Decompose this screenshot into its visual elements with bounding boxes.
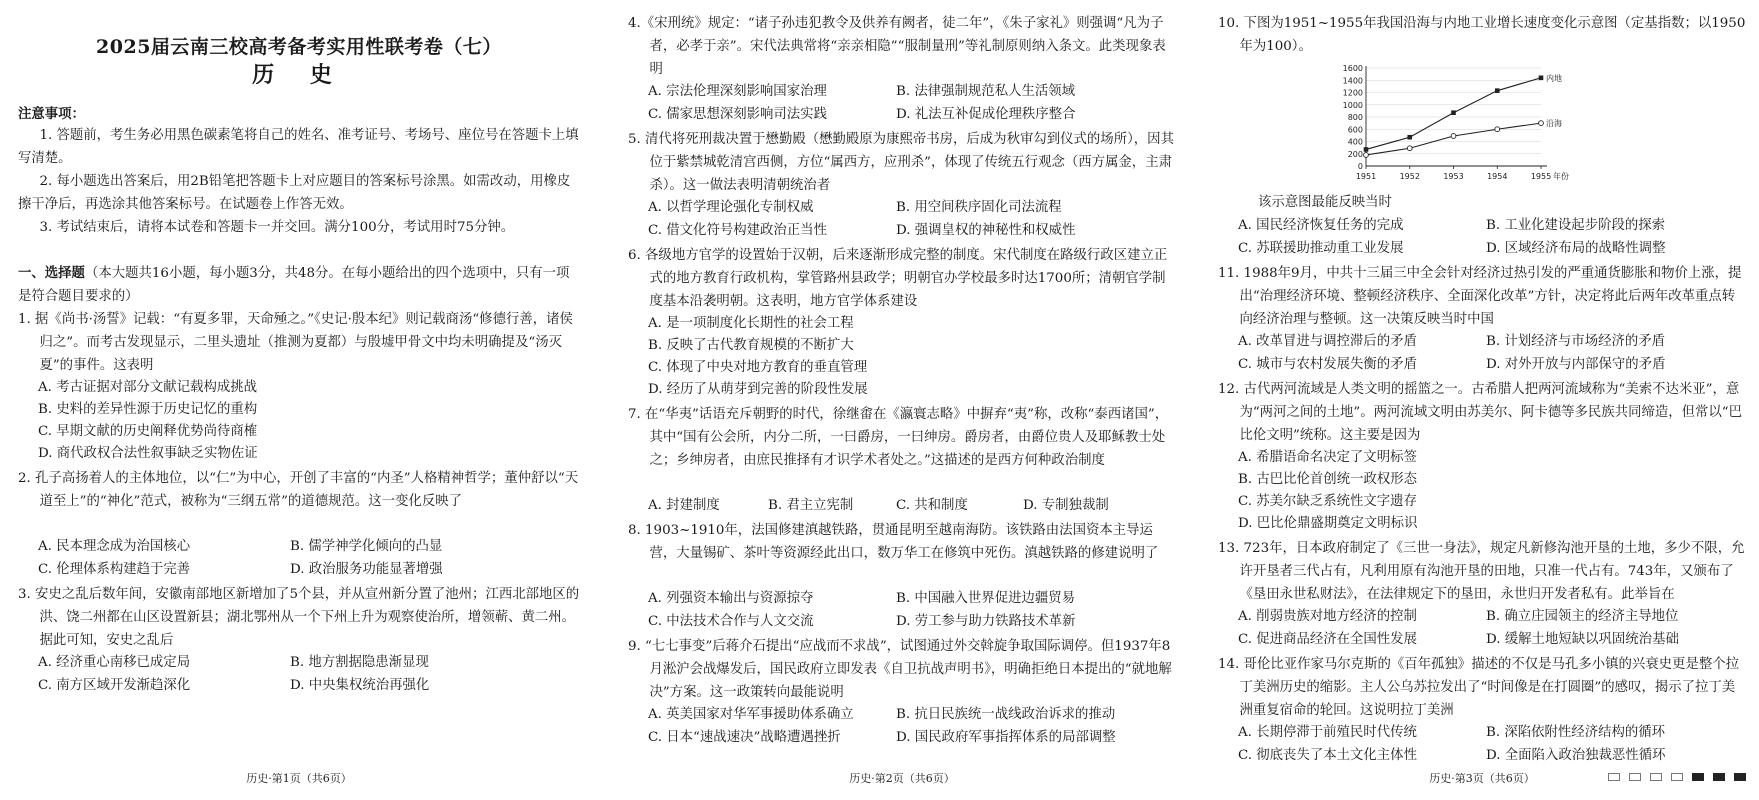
data-point-沿海 <box>1407 146 1412 151</box>
question-2-stem: 2. 孔子高扬着人的主体地位，以“仁”为中心，开创了丰富的“内圣”人格精神哲学；董仲舒以“天道至上”的“神化”范式，被称为“三纲五常”的道德规范。这一变化反映了 <box>18 471 579 509</box>
question-1-option-c[interactable]: C. 早期文献的历史阐释优势尚待商榷 <box>38 424 258 439</box>
section-desc: （本大题共16小题，每小题3分，共48分。在每小题给出的四个选项中，只有一项是符合题目要求的） <box>18 266 570 304</box>
question-8-option-c[interactable]: C. 中法技术合作与人文交流 <box>648 614 814 629</box>
page-1-footer: 历史·第1页（共6页） <box>246 772 352 785</box>
question-3-option-a[interactable]: A. 经济重心南移已成定局 <box>38 655 191 670</box>
question-9-option-d[interactable]: D. 国民政府军事指挥体系的局部调整 <box>896 730 1116 745</box>
scan-marks <box>1608 773 1746 781</box>
question-13-option-b[interactable]: B. 确立庄园领主的经济主导地位 <box>1486 609 1679 624</box>
question-12-option-c[interactable]: C. 苏美尔缺乏系统性文字遗存 <box>1238 494 1417 509</box>
page-3-footer: 历史·第3页（共6页） <box>1429 772 1535 785</box>
exam-page-1 <box>18 0 580 800</box>
y-tick-label: 0 <box>1357 162 1363 171</box>
data-point-内地 <box>1539 76 1544 81</box>
data-point-沿海 <box>1364 153 1369 158</box>
question-14-option-b[interactable]: B. 深陷依附性经济结构的循环 <box>1486 725 1666 740</box>
notice-3: 3. 考试结束后，请将本试卷和答题卡一并交回。满分100分，考试用时75分钟。 <box>39 220 515 235</box>
question-11-option-d[interactable]: D. 对外开放与内部保守的矛盾 <box>1486 357 1666 372</box>
question-9-option-c[interactable]: C. 日本“速战速决”战略遭遇挫折 <box>648 730 841 745</box>
question-14-option-a[interactable]: A. 长期停滞于前殖民时代传统 <box>1238 725 1417 740</box>
question-13-stem: 13. 723年，日本政府制定了《三世一身法》，规定凡新修沟池开垦的土地，多少不限，允许开垦者三代占有，凡利用原有沟池开垦的田地，只准一代占有。743年，又颁布了《垦田永世私财法》，在法律规定下的垦田，永世归开发者私有。此举旨在 <box>1218 541 1745 602</box>
question-9-option-b[interactable]: B. 抗日民族统一战线政治诉求的推动 <box>896 707 1116 722</box>
question-6-option-a[interactable]: A. 是一项制度化长期性的社会工程 <box>648 316 854 331</box>
scan-mark <box>1608 773 1620 781</box>
question-7-stem: 7. 在“华夷”话语充斥朝野的时代，徐继畬在《瀛寰志略》中摒弃“夷”称，改称“泰西诸国”，其中“国有公会所，内分二所，一曰爵房，一曰绅房。爵房者，由爵位贵人及耶稣教士处之；乡绅房者，由庶民推择有才识学术者处之。”这描述的是西方何种政治制度 <box>628 407 1169 468</box>
question-5-option-c[interactable]: C. 借文化符号构建政治正当性 <box>648 223 827 238</box>
question-11-stem: 11. 1988年9月，中共十三届三中全会针对经济过热引发的严重通货膨胀和物价上涨，提出“治理经济环境、整顿经济秩序、全面深化改革”方针，决定将此后两年改革重点转向经济治理与整顿。这一决策反映当时中国 <box>1218 266 1742 327</box>
subject-title: 历 史 <box>252 62 346 88</box>
scan-mark <box>1629 773 1641 781</box>
data-point-内地 <box>1495 88 1500 93</box>
question-3-stem: 3. 安史之乱后数年间，安徽南部地区新增加了5个县，并从宣州新分置了池州；江西北部地区的洪、饶二州都在山区设置新县；湖北鄂州从一个下州上升为观察使治所，增领蕲、黄二州。据此可知，安史之乱后 <box>18 587 580 648</box>
question-12-option-d[interactable]: D. 巴比伦鼎盛期奠定文明标识 <box>1238 516 1418 531</box>
question-13-option-c[interactable]: C. 促进商品经济在全国性发展 <box>1238 632 1417 647</box>
question-12-option-a[interactable]: A. 希腊语命名决定了文明标签 <box>1238 450 1417 465</box>
question-2-option-c[interactable]: C. 伦理体系构建趋于完善 <box>38 562 191 577</box>
question-10-option-c[interactable]: C. 苏联援助推动重工业发展 <box>1238 241 1404 256</box>
scan-mark <box>1713 773 1725 781</box>
x-tick-label: 1955 <box>1530 172 1552 181</box>
y-tick-label: 1600 <box>1342 64 1363 73</box>
question-9-option-a[interactable]: A. 英美国家对华军事援助体系确立 <box>648 707 854 722</box>
question-4-option-d[interactable]: D. 礼法互补促成伦理秩序整合 <box>896 107 1076 122</box>
data-point-沿海 <box>1539 121 1544 126</box>
notice-2: 2. 每小题选出答案后，用2B铅笔把答题卡上对应题目的答案标号涂黑。如需改动，用橡皮擦干净后，再选涂其他答案标号。在试题卷上作答无效。 <box>18 174 571 212</box>
question-5-option-b[interactable]: B. 用空间秩序固化司法流程 <box>896 200 1062 215</box>
question-7-option-a[interactable]: A. 封建制度 <box>648 498 720 513</box>
question-2-option-b[interactable]: B. 儒学神学化倾向的凸显 <box>290 539 443 554</box>
question-8-option-d[interactable]: D. 劳工参与助力铁路技术革新 <box>896 614 1076 629</box>
question-13-option-a[interactable]: A. 削弱贵族对地方经济的控制 <box>1238 609 1417 624</box>
question-14-option-c[interactable]: C. 彻底丧失了本土文化主体性 <box>1238 748 1417 763</box>
question-10-option-d[interactable]: D. 区域经济布局的战略性调整 <box>1486 241 1666 256</box>
x-tick-label: 1953 <box>1443 172 1464 181</box>
y-tick-label: 1400 <box>1342 76 1363 86</box>
series-line-沿海 <box>1366 123 1541 155</box>
data-point-沿海 <box>1451 134 1456 139</box>
question-4-option-c[interactable]: C. 儒家思想深刻影响司法实践 <box>648 107 827 122</box>
question-11-option-b[interactable]: B. 计划经济与市场经济的矛盾 <box>1486 334 1666 349</box>
section-label: 一、选择题 <box>18 265 85 281</box>
question-10-prompt: 该示意图最能反映当时 <box>1258 195 1392 210</box>
question-8-option-a[interactable]: A. 列强资本输出与资源掠夺 <box>648 591 814 606</box>
data-point-内地 <box>1407 135 1412 140</box>
question-10-option-b[interactable]: B. 工业化建设起步阶段的探索 <box>1486 218 1666 233</box>
question-13-option-d[interactable]: D. 缓解土地短缺以巩固统治基础 <box>1486 632 1679 647</box>
question-10-option-a[interactable]: A. 国民经济恢复任务的完成 <box>1238 218 1404 233</box>
notice-title: 注意事项： <box>18 106 85 122</box>
exam-page-2 <box>628 0 1176 800</box>
series-label: 沿海 <box>1546 119 1562 129</box>
exam-title: 2025届云南三校高考备考实用性联考卷（七） <box>96 36 502 58</box>
y-tick-label: 600 <box>1347 125 1363 135</box>
question-7-option-b[interactable]: B. 君主立宪制 <box>768 498 854 513</box>
data-point-沿海 <box>1495 127 1500 132</box>
series-label: 内地 <box>1546 73 1562 83</box>
question-3-option-d[interactable]: D. 中央集权统治再强化 <box>290 678 430 693</box>
page-2-footer: 历史·第2页（共6页） <box>849 772 955 785</box>
scan-mark <box>1650 773 1662 781</box>
question-3-option-c[interactable]: C. 南方区域开发渐趋深化 <box>38 678 191 693</box>
exam-page-3 <box>1218 0 1746 800</box>
y-tick-label: 1000 <box>1342 100 1363 110</box>
y-tick-label: 400 <box>1347 137 1363 147</box>
question-12-option-b[interactable]: B. 古巴比伦首创统一政权形态 <box>1238 472 1418 487</box>
data-point-内地 <box>1364 147 1369 152</box>
question-8-stem: 8. 1903~1910年，法国修建滇越铁路，贯通昆明至越南海防。该铁路由法国资本主导运营，大量锡矿、茶叶等资源经此出口，数万华工在修筑中死伤。滇越铁路的修建说明了 <box>628 523 1159 561</box>
scan-mark <box>1734 773 1746 781</box>
question-4-option-b[interactable]: B. 法律强制规范私人生活领域 <box>896 84 1076 99</box>
question-7-option-c[interactable]: C. 共和制度 <box>896 498 968 513</box>
question-12-stem: 12. 古代两河流域是人类文明的摇篮之一。古希腊人把两河流域称为“美索不达米亚”，意为“两河之间的土地”。两河流域文明由苏美尔、阿卡德等多民族共同缔造，但常以“巴比伦文明”统称。这主要是因为 <box>1218 382 1743 443</box>
question-1-option-a[interactable]: A. 考古证据对部分文献记载构成挑战 <box>38 380 258 395</box>
x-axis-label: 年份 <box>1553 172 1569 181</box>
y-tick-label: 200 <box>1347 149 1363 159</box>
y-tick-label: 1200 <box>1342 88 1363 98</box>
question-4-option-a[interactable]: A. 宗法伦理深刻影响国家治理 <box>648 84 827 99</box>
scan-mark <box>1671 773 1683 781</box>
notice-1: 1. 答题前，考生务必用黑色碳素笔将自己的姓名、准考证号、考场号、座位号在答题卡上填写清楚。 <box>18 128 579 166</box>
section-heading <box>18 262 580 308</box>
question-10-stem: 10. 下图为1951~1955年我国沿海与内地工业增长速度变化示意图（定基指数；以1950年为100）。 <box>1218 16 1746 54</box>
question-6-stem: 6. 各级地方官学的设置始于汉朝，后来逐渐形成完整的制度。宋代制度在路级行政区建立正式的地方教育行政机构，掌管路州县政学；明朝官办学校最多时达1700所；清朝官学制度基本沿袭明朝。这表明，地方官学体系建设 <box>628 248 1168 309</box>
question-4-stem: 4.《宋刑统》规定：“诸子孙违犯教令及供养有阙者，徒二年”，《朱子家礼》则强调“凡为子者，必孝于亲”。宋代法典常将“亲亲相隐”“服制量刑”等礼制原则纳入条文。此类现象表明 <box>628 16 1166 77</box>
question-1-option-d[interactable]: D. 商代政权合法性叙事缺乏实物佐证 <box>38 446 258 461</box>
question-14-option-d[interactable]: D. 全面陷入政治独裁恶性循环 <box>1486 748 1666 763</box>
question-7-option-d[interactable]: D. 专制独裁制 <box>1023 498 1109 513</box>
question-11-option-a[interactable]: A. 改革冒进与调控滞后的矛盾 <box>1238 334 1417 349</box>
x-tick-label: 1951 <box>1355 172 1377 181</box>
scan-mark <box>1692 773 1704 781</box>
question-5-stem: 5. 清代将死刑裁决置于懋勤殿（懋勤殿原为康熙帝书房，后成为秋审勾到仪式的场所），因其位于紫禁城乾清宫西侧，方位“属西方，应刑杀”，体现了传统五行观念（西方属金，主肃杀）。这一做法表明清朝统治者 <box>628 132 1174 193</box>
question-2-option-a[interactable]: A. 民本理念成为治国核心 <box>38 539 191 554</box>
question-5-option-a[interactable]: A. 以哲学理论强化专制权威 <box>648 200 814 215</box>
question-11-option-c[interactable]: C. 城市与农村发展失衡的矛盾 <box>1238 357 1417 372</box>
y-tick-label: 800 <box>1347 113 1363 122</box>
question-1-stem: 1. 据《尚书·汤誓》记载：“有夏多罪，天命殛之。”《史记·殷本纪》则记载商汤“修德行善，诸侯归之”。而考古发现显示，二里头遗址（推测为夏都）与殷墟甲骨文中均未明确提及“汤灭夏”的事件。这表明 <box>18 312 573 373</box>
question-14-stem: 14. 哥伦比亚作家马尔克斯的《百年孤独》描述的不仅是马孔多小镇的兴衰史更是整个拉丁美洲历史的缩影。主人公乌苏拉发出了“时间像是在打圆圈”的感叹，揭示了拉丁美洲重复宿命的轮回。这说明拉丁美洲 <box>1218 657 1740 718</box>
x-tick-label: 1954 <box>1487 172 1508 181</box>
data-point-内地 <box>1451 110 1456 115</box>
question-6-option-b[interactable]: B. 反映了古代教育规模的不断扩大 <box>648 338 854 353</box>
question-8-option-b[interactable]: B. 中国融入世界促进边疆贸易 <box>896 591 1076 606</box>
question-9-stem: 9. “七七事变”后蒋介石提出“应战而不求战”，试图通过外交斡旋争取国际调停。但1937年8月淞沪会战爆发后，国民政府立即发表《自卫抗战声明书》，明确拒绝日本提出的“就地解决”方案。这一政策转向最能说明 <box>628 639 1172 700</box>
industrial-growth-chart <box>1336 58 1636 188</box>
question-2-option-d[interactable]: D. 政治服务功能显著增强 <box>290 562 443 577</box>
question-6-option-c[interactable]: C. 体现了中央对地方教育的垂直管理 <box>648 360 868 375</box>
question-5-option-d[interactable]: D. 强调皇权的神秘性和权威性 <box>896 223 1076 238</box>
x-tick-label: 1952 <box>1399 172 1420 181</box>
question-6-option-d[interactable]: D. 经历了从萌芽到完善的阶段性发展 <box>648 382 868 397</box>
question-3-option-b[interactable]: B. 地方割据隐患渐显现 <box>290 655 429 670</box>
question-1-option-b[interactable]: B. 史料的差异性源于历史记忆的重构 <box>38 402 258 417</box>
